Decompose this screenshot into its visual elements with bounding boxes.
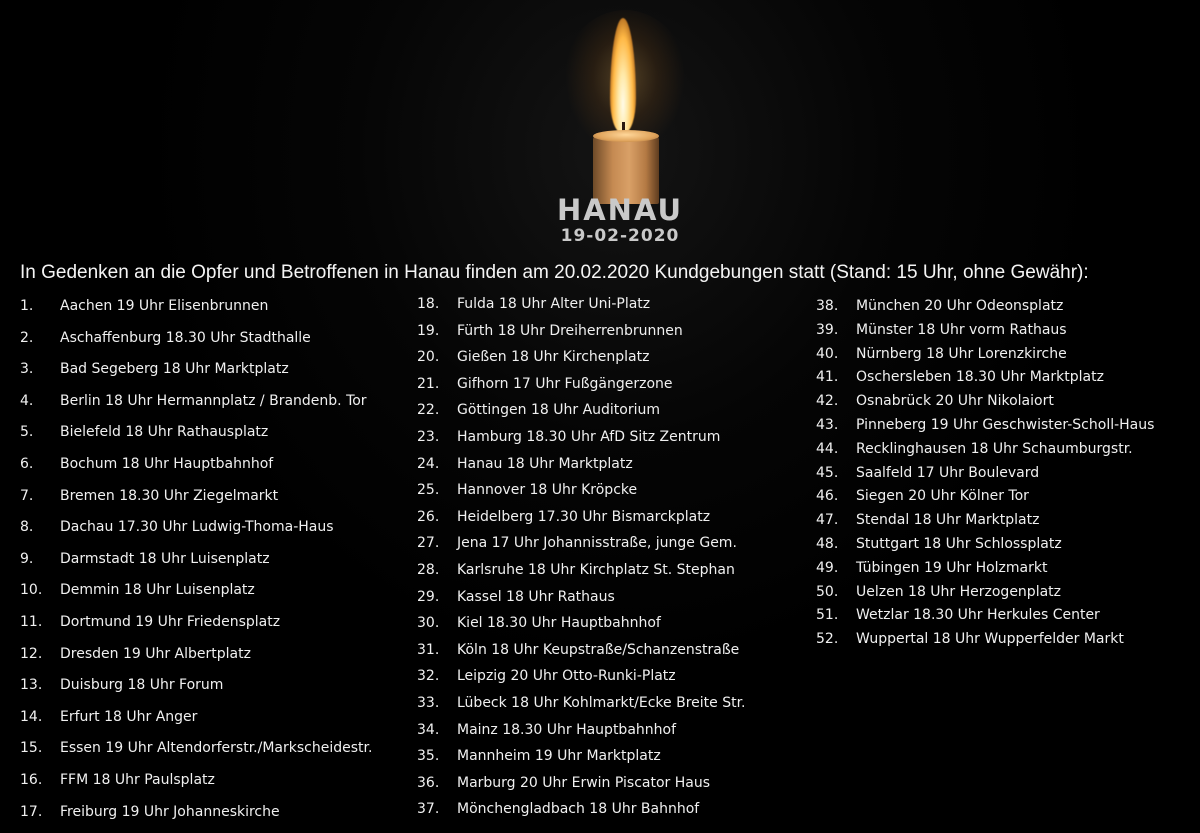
event-number: 47. <box>816 510 856 530</box>
event-description: Stendal 18 Uhr Marktplatz <box>856 512 1039 528</box>
event-description: Köln 18 Uhr Keupstraße/Schanzenstraße <box>457 642 739 658</box>
event-number: 37. <box>417 799 457 819</box>
event-description: Wuppertal 18 Uhr Wupperfelder Markt <box>856 631 1124 647</box>
event-number: 30. <box>417 613 457 633</box>
event-description: Tübingen 19 Uhr Holzmarkt <box>856 560 1047 576</box>
event-number: 15. <box>20 738 60 758</box>
event-list-item <box>20 454 372 486</box>
event-number: 19. <box>417 321 457 341</box>
event-number: 38. <box>816 296 856 316</box>
event-description: Siegen 20 Uhr Kölner Tor <box>856 488 1029 504</box>
event-description: Lübeck 18 Uhr Kohlmarkt/Ecke Breite Str. <box>457 695 746 711</box>
event-description: Duisburg 18 Uhr Forum <box>60 677 223 693</box>
city-name: HANAU <box>540 194 700 226</box>
memorial-date: 19-02-2020 <box>540 226 700 246</box>
event-description: Münster 18 Uhr vorm Rathaus <box>856 322 1067 338</box>
event-list-item <box>816 344 1154 368</box>
event-number: 50. <box>816 582 856 602</box>
event-list-column-3 <box>816 296 1154 653</box>
event-description: München 20 Uhr Odeonsplatz <box>856 298 1063 314</box>
event-list-item <box>417 533 746 560</box>
event-number: 22. <box>417 400 457 420</box>
event-description: Dresden 19 Uhr Albertplatz <box>60 646 251 662</box>
event-list-item <box>20 517 372 549</box>
event-description: Hamburg 18.30 Uhr AfD Sitz Zentrum <box>457 429 720 445</box>
event-number: 27. <box>417 533 457 553</box>
event-list-item <box>816 486 1154 510</box>
memorial-title <box>540 194 700 246</box>
event-list-item <box>20 770 372 802</box>
event-list-item <box>20 675 372 707</box>
event-description: Marburg 20 Uhr Erwin Piscator Haus <box>457 775 710 791</box>
event-list-item <box>816 629 1154 653</box>
event-number: 20. <box>417 347 457 367</box>
event-description: Heidelberg 17.30 Uhr Bismarckplatz <box>457 509 710 525</box>
event-number: 21. <box>417 374 457 394</box>
event-description: Nürnberg 18 Uhr Lorenzkirche <box>856 346 1067 362</box>
event-list-item <box>417 400 746 427</box>
event-number: 42. <box>816 391 856 411</box>
event-list-item <box>417 693 746 720</box>
event-list-item <box>816 367 1154 391</box>
event-description: Erfurt 18 Uhr Anger <box>60 709 197 725</box>
event-list-item <box>417 427 746 454</box>
event-description: Göttingen 18 Uhr Auditorium <box>457 402 660 418</box>
event-list-item <box>20 359 372 391</box>
event-list-item <box>816 510 1154 534</box>
event-number: 26. <box>417 507 457 527</box>
event-list-item <box>20 422 372 454</box>
event-description: Gießen 18 Uhr Kirchenplatz <box>457 349 649 365</box>
event-number: 24. <box>417 454 457 474</box>
event-number: 3. <box>20 359 60 379</box>
event-description: Karlsruhe 18 Uhr Kirchplatz St. Stephan <box>457 562 735 578</box>
event-number: 12. <box>20 644 60 664</box>
event-description: Gifhorn 17 Uhr Fußgängerzone <box>457 376 673 392</box>
event-list-item <box>417 587 746 614</box>
event-description: Stuttgart 18 Uhr Schlossplatz <box>856 536 1062 552</box>
event-number: 49. <box>816 558 856 578</box>
event-description: Mönchengladbach 18 Uhr Bahnhof <box>457 801 699 817</box>
event-description: Mannheim 19 Uhr Marktplatz <box>457 748 661 764</box>
event-list-item <box>20 328 372 360</box>
event-description: Kassel 18 Uhr Rathaus <box>457 589 615 605</box>
event-number: 36. <box>417 773 457 793</box>
event-description: Wetzlar 18.30 Uhr Herkules Center <box>856 607 1100 623</box>
event-number: 48. <box>816 534 856 554</box>
event-description: Mainz 18.30 Uhr Hauptbahnhof <box>457 722 676 738</box>
event-list-item <box>20 644 372 676</box>
event-description: Bochum 18 Uhr Hauptbahnhof <box>60 456 273 472</box>
event-description: Freiburg 19 Uhr Johanneskirche <box>60 804 280 820</box>
event-list-item <box>417 666 746 693</box>
event-description: Uelzen 18 Uhr Herzogenplatz <box>856 584 1061 600</box>
event-description: Oschersleben 18.30 Uhr Marktplatz <box>856 369 1104 385</box>
event-number: 18. <box>417 294 457 314</box>
event-description: Pinneberg 19 Uhr Geschwister-Scholl-Haus <box>856 417 1154 433</box>
event-description: Darmstadt 18 Uhr Luisenplatz <box>60 551 270 567</box>
event-list-item <box>20 738 372 770</box>
event-number: 14. <box>20 707 60 727</box>
event-list-item <box>816 558 1154 582</box>
event-number: 43. <box>816 415 856 435</box>
event-number: 25. <box>417 480 457 500</box>
event-description: Aschaffenburg 18.30 Uhr Stadthalle <box>60 330 311 346</box>
event-list-item <box>816 296 1154 320</box>
event-description: Berlin 18 Uhr Hermannplatz / Brandenb. Tor <box>60 393 367 409</box>
event-list-item <box>816 391 1154 415</box>
event-list-item <box>20 486 372 518</box>
event-description: Leipzig 20 Uhr Otto-Runki-Platz <box>457 668 676 684</box>
event-number: 39. <box>816 320 856 340</box>
event-description: Dortmund 19 Uhr Friedensplatz <box>60 614 280 630</box>
event-number: 2. <box>20 328 60 348</box>
event-number: 10. <box>20 580 60 600</box>
event-list-item <box>417 720 746 747</box>
event-number: 33. <box>417 693 457 713</box>
headline: In Gedenken an die Opfer und Betroffenen in Hanau finden am 20.02.2020 Kundgebungen statt (Stand: 15 Uhr, ohne Gewähr): <box>20 262 1195 284</box>
event-description: FFM 18 Uhr Paulsplatz <box>60 772 215 788</box>
event-description: Aachen 19 Uhr Elisenbrunnen <box>60 298 268 314</box>
event-list-item <box>20 802 372 833</box>
event-list-item <box>20 707 372 739</box>
event-number: 35. <box>417 746 457 766</box>
event-list-item <box>417 746 746 773</box>
event-number: 23. <box>417 427 457 447</box>
event-list-item <box>20 549 372 581</box>
event-list-item <box>816 605 1154 629</box>
event-list-item <box>417 374 746 401</box>
event-list-item <box>816 320 1154 344</box>
event-description: Bremen 18.30 Uhr Ziegelmarkt <box>60 488 278 504</box>
event-description: Fürth 18 Uhr Dreiherrenbrunnen <box>457 323 683 339</box>
event-number: 13. <box>20 675 60 695</box>
event-description: Recklinghausen 18 Uhr Schaumburgstr. <box>856 441 1133 457</box>
event-list-item <box>417 347 746 374</box>
event-number: 28. <box>417 560 457 580</box>
event-number: 1. <box>20 296 60 316</box>
event-description: Demmin 18 Uhr Luisenplatz <box>60 582 255 598</box>
event-description: Hannover 18 Uhr Kröpcke <box>457 482 637 498</box>
event-number: 31. <box>417 640 457 660</box>
event-number: 5. <box>20 422 60 442</box>
event-list-item <box>417 640 746 667</box>
event-list-item <box>20 580 372 612</box>
event-number: 34. <box>417 720 457 740</box>
event-list-item <box>816 582 1154 606</box>
event-number: 46. <box>816 486 856 506</box>
event-list-item <box>816 534 1154 558</box>
event-number: 17. <box>20 802 60 822</box>
event-description: Hanau 18 Uhr Marktplatz <box>457 456 633 472</box>
event-list-item <box>417 480 746 507</box>
event-list-item <box>20 391 372 423</box>
event-description: Osnabrück 20 Uhr Nikolaiort <box>856 393 1054 409</box>
event-list-item <box>417 507 746 534</box>
event-list-item <box>816 415 1154 439</box>
event-list-column-1 <box>20 296 372 833</box>
event-number: 6. <box>20 454 60 474</box>
event-number: 9. <box>20 549 60 569</box>
event-description: Fulda 18 Uhr Alter Uni-Platz <box>457 296 650 312</box>
candle-top <box>593 130 659 142</box>
event-description: Kiel 18.30 Uhr Hauptbahnhof <box>457 615 661 631</box>
event-list-item <box>417 799 746 826</box>
event-number: 4. <box>20 391 60 411</box>
event-list-column-2 <box>417 294 746 826</box>
event-list-item <box>417 321 746 348</box>
event-description: Jena 17 Uhr Johannisstraße, junge Gem. <box>457 535 737 551</box>
event-list-item <box>417 560 746 587</box>
event-number: 44. <box>816 439 856 459</box>
event-description: Dachau 17.30 Uhr Ludwig-Thoma-Haus <box>60 519 334 535</box>
event-list-item <box>417 773 746 800</box>
event-list-item <box>417 454 746 481</box>
event-number: 7. <box>20 486 60 506</box>
event-list-item <box>417 294 746 321</box>
event-number: 52. <box>816 629 856 649</box>
event-list-item <box>417 613 746 640</box>
event-list-item <box>816 463 1154 487</box>
event-description: Saalfeld 17 Uhr Boulevard <box>856 465 1039 481</box>
event-description: Essen 19 Uhr Altendorferstr./Markscheidestr. <box>60 740 372 756</box>
event-list-item <box>20 612 372 644</box>
event-description: Bielefeld 18 Uhr Rathausplatz <box>60 424 268 440</box>
event-number: 16. <box>20 770 60 790</box>
event-number: 41. <box>816 367 856 387</box>
event-number: 29. <box>417 587 457 607</box>
event-number: 45. <box>816 463 856 483</box>
event-list-item <box>20 296 372 328</box>
event-list-item <box>816 439 1154 463</box>
event-number: 11. <box>20 612 60 632</box>
event-number: 51. <box>816 605 856 625</box>
event-number: 40. <box>816 344 856 364</box>
event-number: 8. <box>20 517 60 537</box>
event-number: 32. <box>417 666 457 686</box>
event-description: Bad Segeberg 18 Uhr Marktplatz <box>60 361 289 377</box>
candle-illustration <box>560 10 690 210</box>
